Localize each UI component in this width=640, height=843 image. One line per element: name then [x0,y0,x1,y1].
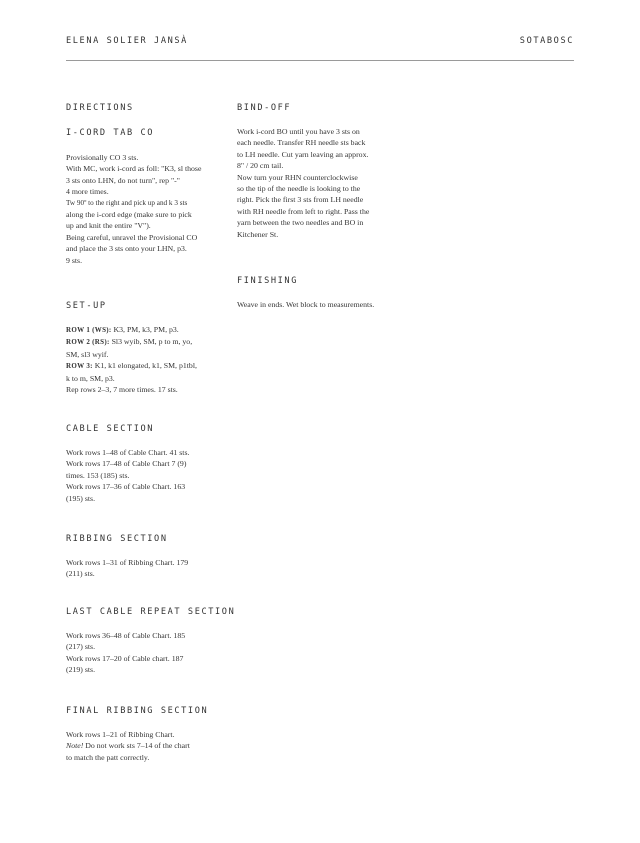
text-line: with RH needle from left to right. Pass the [237,206,370,216]
text-line: up and knit the entire "V"). [66,221,151,231]
text-line: SM, sl3 wyif. [66,349,109,359]
text-line: Work rows 1–31 of Ribbing Chart. 179 [66,558,189,567]
note-label: Note! [66,741,84,751]
text-line: Work rows 17–48 of Cable Chart 7 (9) [66,459,187,469]
text-line: Rep rows 2–3, 7 more times. 17 sts. [66,385,178,395]
final-ribbing-text [66,729,231,763]
text-line: so the tip of the needle is looking to the [237,184,361,194]
text-line: Work rows 1–21 of Ribbing Chart. [66,730,175,739]
page-header [66,36,574,50]
text-line: each needle. Transfer RH needle sts back [237,138,366,148]
finishing-heading: FINISHING [237,276,298,286]
text-line: along the i-cord edge (make sure to pick [66,210,192,220]
text-line: Provisionally CO 3 sts. [66,153,139,162]
icord-tab-co-text [66,152,231,266]
text-line: Being careful, unravel the Provisional CO [66,232,198,242]
setup-heading: SET-UP [66,301,107,311]
row-text: K1, k1 elongated, k1, SM, p1tbl, [92,361,197,371]
text-line: (219) sts. [66,665,96,675]
text-line: Work rows 17–36 of Cable Chart. 163 [66,482,186,492]
pattern-name: SOTABOSC [519,36,574,46]
text-line: Work rows 36–48 of Cable Chart. 185 [66,631,186,640]
icord-tab-co-heading: I-CORD TAB CO [66,128,155,138]
text-line [66,360,231,372]
cable-section-heading: CABLE SECTION [66,424,155,434]
row-label: ROW 2 (RS): [66,338,110,347]
text-line: (217) sts. [66,642,96,652]
text-line: yarn between the two needles and BO in [237,218,364,228]
text-line: Kitchener St. [237,229,279,239]
finishing-text [237,299,407,310]
bind-off-heading: BIND-OFF [237,103,292,113]
ribbing-section-heading: RIBBING SECTION [66,534,168,544]
cable-section-text [66,447,231,504]
text-line: 8" / 20 cm tail. [237,161,284,171]
text-line: to LH needle. Cut yarn leaving an approx. [237,149,369,159]
text-line: Now turn your RHN counterclockwise [237,172,358,182]
row-text: K3, PM, k3, PM, p3. [111,325,179,334]
directions-heading: DIRECTIONS [66,103,134,113]
text-line: (195) sts. [66,493,96,503]
text-line: Weave in ends. Wet block to measurements. [237,300,375,309]
note-text: Do not work sts 7–14 of the chart [83,741,190,751]
setup-text [66,324,231,395]
text-line: to match the patt correctly. [66,752,150,762]
text-line: Tw 90º to the right and pick up and k 3 sts [66,198,188,207]
text-line: With MC, work i-cord as foll: "K3, sl those [66,164,202,174]
ribbing-section-text [66,557,231,580]
text-line: k to m, SM, p3. [66,373,115,383]
text-line: times. 153 (185) sts. [66,470,130,480]
text-line: 4 more times. [66,187,109,197]
text-line: 9 sts. [66,255,83,265]
text-line [66,740,231,751]
text-line: 3 sts onto LHN, do not turn", rep "-" [66,175,180,185]
text-line [66,336,231,348]
author-name: ELENA SOLIER JANSÀ [66,36,188,46]
row-text: Sl3 wyib, SM, p to m, yo, [109,337,193,347]
text-line: Work rows 1–48 of Cable Chart. 41 sts. [66,448,190,457]
text-line: right. Pick the first 3 sts from LH needle [237,195,364,205]
text-line [66,324,231,336]
last-cable-repeat-heading: LAST CABLE REPEAT SECTION [66,607,236,617]
text-line: Work rows 17–20 of Cable chart. 187 [66,653,184,663]
text-line: (211) sts. [66,569,95,579]
bind-off-text [237,126,399,240]
row-label: ROW 3: [66,362,93,371]
row-label: ROW 1 (WS): [66,326,112,334]
final-ribbing-heading: FINAL RIBBING SECTION [66,706,209,716]
header-divider [66,60,574,61]
text-line: and place the 3 sts onto your LHN, p3. [66,244,187,254]
text-line: Work i-cord BO until you have 3 sts on [237,127,360,136]
last-cable-repeat-text [66,630,231,676]
